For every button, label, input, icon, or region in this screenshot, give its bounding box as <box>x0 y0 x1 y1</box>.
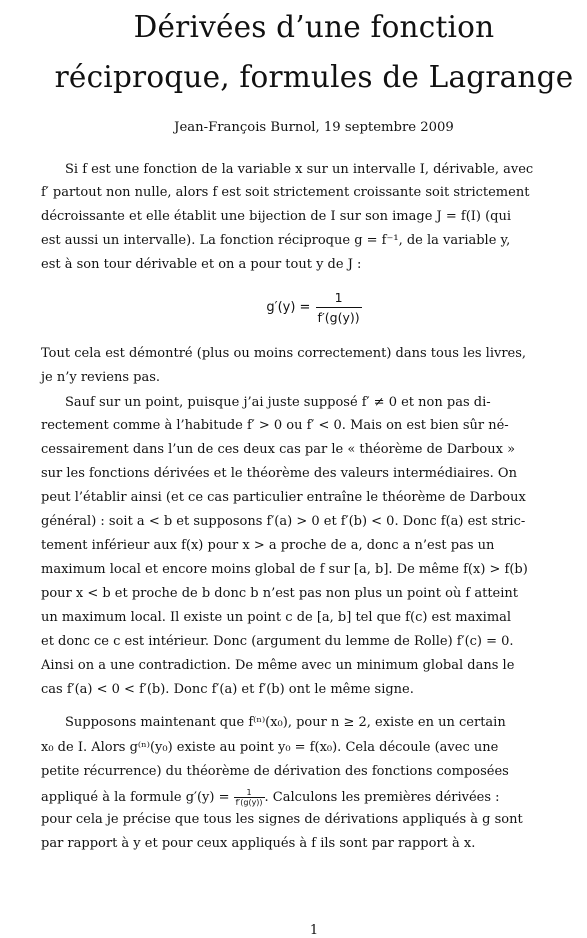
text-line: Tout cela est démontré (plus ou moins correctement) dans tous les livres, <box>41 346 527 361</box>
formula-denominator: f′(g(y)) <box>317 310 360 325</box>
text-line: f′ partout non nulle, alors f est soit strictement croissante soit strictement <box>41 185 530 200</box>
inline-numerator: 1 <box>234 788 265 798</box>
text-line: par rapport à y et pour ceux appliqués à f ils sont par rapport à x. <box>41 836 476 851</box>
text-line: cessairement dans l’un de ces deux cas par le « théorème de Darboux » <box>41 442 516 457</box>
text-line: et donc ce c est intérieur. Donc (argument du lemme de Rolle) f′(c) = 0. <box>41 634 514 649</box>
title-line-1: Dérivées d’une fonction <box>133 10 495 44</box>
text-line: tement inférieur aux f(x) pour x > a proche de a, donc a n’est pas un <box>41 538 495 553</box>
title-line-2: réciproque, formules de Lagrange <box>54 60 574 94</box>
display-formula <box>0 290 587 325</box>
text-line: Sauf sur un point, puisque j’ai juste supposé f′ ≠ 0 et non pas di- <box>65 395 491 410</box>
inline-fraction <box>234 788 265 807</box>
text-line: maximum local et encore moins global de f sur [a, b]. De même f(x) > f(b) <box>41 562 528 577</box>
formula-lhs: g′(y) = <box>266 300 311 315</box>
text-line: petite récurrence) du théorème de dérivation des fonctions composées <box>41 764 509 779</box>
inline-formula-line <box>41 788 500 807</box>
formula-numerator: 1 <box>316 290 362 308</box>
text-line: rectement comme à l’habitude f′ > 0 ou f′ < 0. Mais on est bien sûr né- <box>41 418 509 433</box>
inline-text-after: . Calculons les premières dérivées : <box>264 790 500 805</box>
text-line: un maximum local. Il existe un point c de [a, b] tel que f(c) est maximal <box>41 610 512 625</box>
text-line: Si f est une fonction de la variable x sur un intervalle I, dérivable, avec <box>65 162 534 177</box>
author-date: Jean-François Burnol, 19 septembre 2009 <box>174 120 454 135</box>
text-line: sur les fonctions dérivées et le théorème des valeurs intermédiaires. On <box>41 466 517 481</box>
text-line: Supposons maintenant que f⁽ⁿ⁾(x₀), pour n ≥ 2, existe en un certain <box>65 715 506 730</box>
text-line: Ainsi on a une contradiction. De même avec un minimum global dans le <box>41 658 515 673</box>
text-line: est à son tour dérivable et on a pour tout y de J : <box>41 257 362 272</box>
inline-denominator: f′(g(y)) <box>235 798 263 807</box>
text-line: je n’y reviens pas. <box>41 370 160 385</box>
inline-text-before: appliqué à la formule g′(y) = <box>41 790 234 805</box>
page-number: 1 <box>309 923 319 938</box>
text-line: pour x < b et proche de b donc b n’est pas non plus un point où f atteint <box>41 586 518 601</box>
text-line: décroissante et elle établit une bijection de I sur son image J = f(I) (qui <box>41 209 512 224</box>
formula-fraction <box>316 290 362 325</box>
text-line: est aussi un intervalle). La fonction réciproque g = f⁻¹, de la variable y, <box>41 233 511 248</box>
text-line: x₀ de I. Alors g⁽ⁿ⁾(y₀) existe au point y₀ = f(x₀). Cela découle (avec une <box>41 740 499 755</box>
text-line: pour cela je précise que tous les signes de dérivations appliqués à g sont <box>41 812 523 827</box>
text-line: peut l’établir ainsi (et ce cas particulier entraîne le théorème de Darboux <box>41 490 526 505</box>
text-line: cas f′(a) < 0 < f′(b). Donc f′(a) et f′(b) ont le même signe. <box>41 682 414 697</box>
text-line: général) : soit a < b et supposons f′(a) > 0 et f′(b) < 0. Donc f(a) est stric- <box>41 514 526 529</box>
